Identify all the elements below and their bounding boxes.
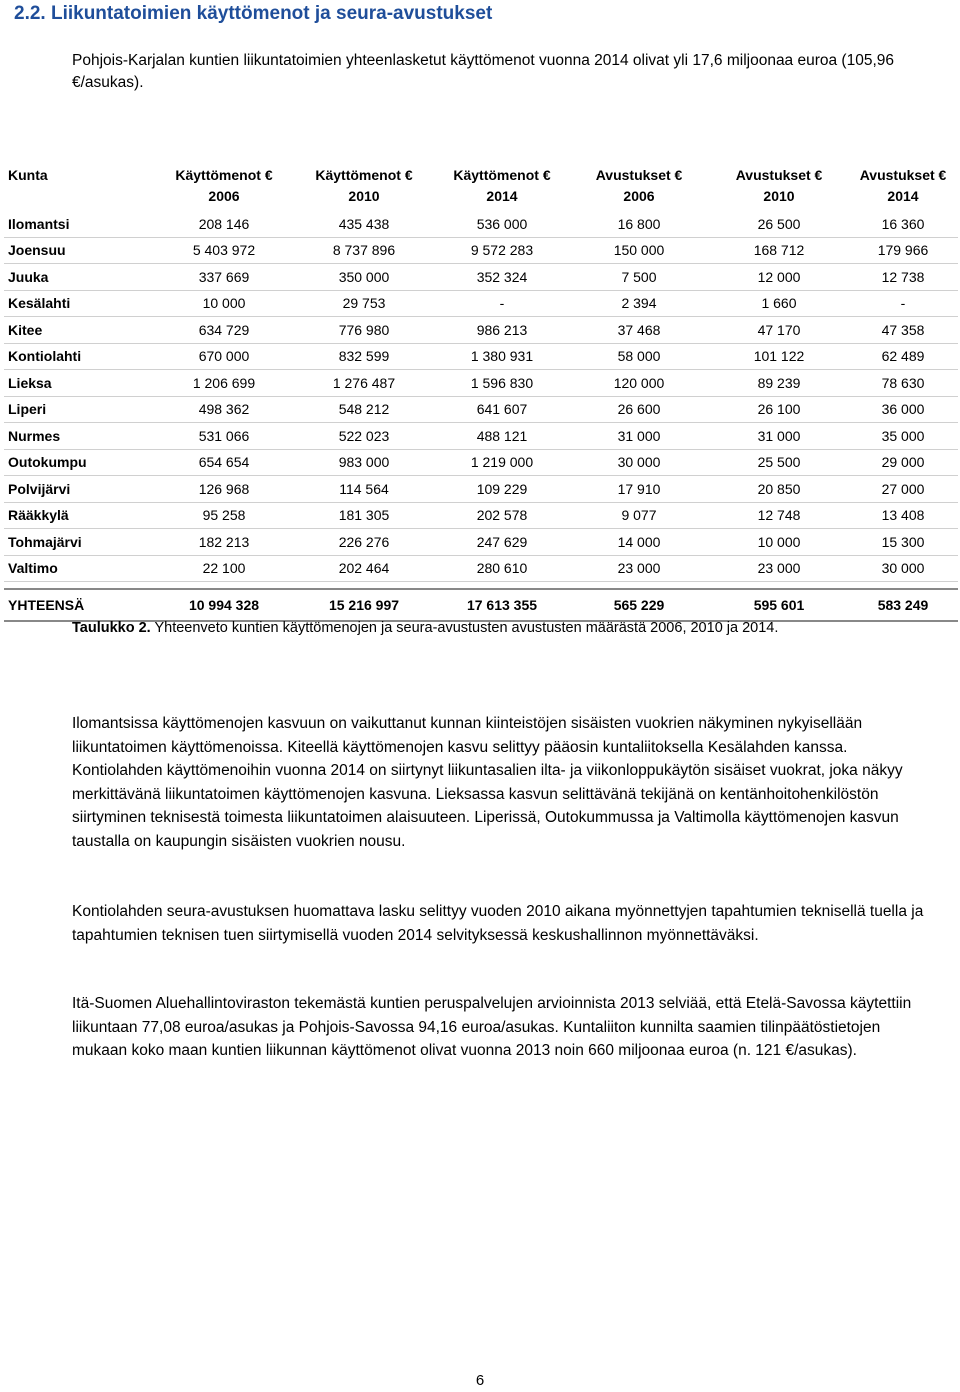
table-cell: 120 000: [568, 370, 710, 397]
table-cell: 62 489: [848, 343, 958, 370]
header-avustukset-2006: Avustukset € 2006: [595, 167, 683, 204]
table-cell: 31 000: [710, 423, 848, 450]
total-cell: 17 613 355: [436, 589, 568, 621]
table-cell: 641 607: [436, 396, 568, 423]
header-kayttomenot-2014: Käyttömenot € 2014: [453, 167, 551, 204]
table-cell: 47 170: [710, 317, 848, 344]
table-cell: 1 660: [710, 290, 848, 317]
paragraph-2: Kontiolahden seura-avustuksen huomattava lasku selittyy vuoden 2010 aikana myönnettyjen tapahtumien teknisellä tuella ja tapahtumien teknisen tuen siirtymisellä vuoden 2014 selvityksessä keskushallinnon myönnettäväksi.: [72, 903, 924, 944]
table-cell: 29 000: [848, 449, 958, 476]
table-cell: 522 023: [292, 423, 436, 450]
table-row: [4, 290, 958, 317]
municipality-name: Juuka: [4, 264, 156, 291]
header-avustukset-2010: Avustukset € 2010: [735, 167, 823, 204]
table-row: [4, 237, 958, 264]
municipality-name: Valtimo: [4, 555, 156, 582]
table-cell: 12 748: [710, 502, 848, 529]
table-cell: 12 000: [710, 264, 848, 291]
total-cell: 10 994 328: [156, 589, 292, 621]
table-cell: 30 000: [848, 555, 958, 582]
table-cell: 670 000: [156, 343, 292, 370]
municipality-name: Kesälahti: [4, 290, 156, 317]
caption-text: Yhteenveto kuntien käyttömenojen ja seura-avustusten avustusten määrästä 2006, 2010 ja 2014.: [150, 620, 779, 636]
paragraph-1: Ilomantsissa käyttömenojen kasvuun on vaikuttanut kunnan kiinteistöjen sisäisten vuokrien näkyminen nykyisellään liikuntatoimen käyttömenoissa. Kiteellä käyttömenojen kasvu selittyy pääosin kuntaliitoksella Kesälahden kanssa. Kontiolahden käyttömenoihin vuonna 2014 on siirtynyt liikuntasalien ilta- ja viikonloppukäytön sisäiset vuokrat, joka näkyy merkittävänä liikuntatoimen käyttömenojen kasvuna. Lieksassa kasvun selittävänä tekijänä on kentänhoitohenkilöstön siirtyminen teknisestä toimesta liikuntatoimen alaisuuteen. Liperissä, Outokummussa ja Valtimolla käyttömenojen kasvun taustalla on kaupungin sisäisten vuokrien nousu.: [72, 715, 903, 850]
municipality-name: Rääkkylä: [4, 502, 156, 529]
table-cell: 548 212: [292, 396, 436, 423]
table-cell: 16 800: [568, 211, 710, 237]
table-cell: 498 362: [156, 396, 292, 423]
table-cell: 1 596 830: [436, 370, 568, 397]
municipality-name: Outokumpu: [4, 449, 156, 476]
table-row: [4, 449, 958, 476]
table-cell: 5 403 972: [156, 237, 292, 264]
municipality-name: Liperi: [4, 396, 156, 423]
intro-paragraph: Pohjois-Karjalan kuntien liikuntatoimien yhteenlasketut käyttömenot vuonna 2014 olivat yli 17,6 miljoonaa euroa (105,96 €/asukas).: [72, 52, 895, 91]
total-cell: 583 249: [848, 589, 958, 621]
table-cell: -: [436, 290, 568, 317]
total-cell: 595 601: [710, 589, 848, 621]
table-cell: 226 276: [292, 529, 436, 556]
table-cell: 27 000: [848, 476, 958, 503]
municipality-name: Kontiolahti: [4, 343, 156, 370]
table-cell: 22 100: [156, 555, 292, 582]
table-cell: 15 300: [848, 529, 958, 556]
table-cell: 202 578: [436, 502, 568, 529]
table-cell: 126 968: [156, 476, 292, 503]
table-caption: [72, 620, 778, 636]
table-cell: 114 564: [292, 476, 436, 503]
table-row: [4, 476, 958, 503]
table-cell: 95 258: [156, 502, 292, 529]
table-cell: 179 966: [848, 237, 958, 264]
municipality-name: Lieksa: [4, 370, 156, 397]
table-cell: -: [848, 290, 958, 317]
table-cell: 89 239: [710, 370, 848, 397]
table-cell: 109 229: [436, 476, 568, 503]
table-cell: 23 000: [710, 555, 848, 582]
table-cell: 10 000: [710, 529, 848, 556]
table-cell: 182 213: [156, 529, 292, 556]
table-cell: 9 572 283: [436, 237, 568, 264]
table-cell: 352 324: [436, 264, 568, 291]
table-cell: 26 500: [710, 211, 848, 237]
table-cell: 181 305: [292, 502, 436, 529]
table-cell: 25 500: [710, 449, 848, 476]
table-cell: 208 146: [156, 211, 292, 237]
table-cell: 337 669: [156, 264, 292, 291]
table-cell: 58 000: [568, 343, 710, 370]
header-kunta: Kunta: [8, 167, 48, 183]
table-cell: 1 206 699: [156, 370, 292, 397]
table-row: [4, 502, 958, 529]
table-cell: 13 408: [848, 502, 958, 529]
table-cell: 2 394: [568, 290, 710, 317]
municipality-name: Tohmajärvi: [4, 529, 156, 556]
table-cell: 7 500: [568, 264, 710, 291]
table-cell: 776 980: [292, 317, 436, 344]
municipality-name: Kitee: [4, 317, 156, 344]
table-cell: 23 000: [568, 555, 710, 582]
municipality-name: Joensuu: [4, 237, 156, 264]
table-cell: 78 630: [848, 370, 958, 397]
table-cell: 654 654: [156, 449, 292, 476]
header-kayttomenot-2010: Käyttömenot € 2010: [315, 167, 413, 204]
table-cell: 37 468: [568, 317, 710, 344]
table-cell: 36 000: [848, 396, 958, 423]
table-cell: 1 380 931: [436, 343, 568, 370]
total-cell: 565 229: [568, 589, 710, 621]
table-cell: 10 000: [156, 290, 292, 317]
municipality-name: Nurmes: [4, 423, 156, 450]
paragraph-3: Itä-Suomen Aluehallintoviraston tekemästä kuntien peruspalvelujen arvioinnista 2013 selviää, että Etelä-Savossa käytettiin liikuntaan 77,08 euroa/asukas ja Pohjois-Savossa 94,16 euroa/asukas. Kuntaliiton kunnilta saamien tilinpäätöstietojen mukaan koko maan kuntien liikunnan käyttömenot olivat vuonna 2013 noin 660 miljoonaa euroa (n. 121 €/asukas).: [72, 995, 912, 1059]
table-cell: 26 100: [710, 396, 848, 423]
table-header-row: [4, 165, 958, 211]
table-cell: 35 000: [848, 423, 958, 450]
table-cell: 14 000: [568, 529, 710, 556]
table-row: [4, 264, 958, 291]
page-number: 6: [475, 1372, 485, 1389]
total-label: YHTEENSÄ: [4, 589, 156, 621]
table-cell: 247 629: [436, 529, 568, 556]
table-row: [4, 555, 958, 582]
table-cell: 435 438: [292, 211, 436, 237]
table-cell: 986 213: [436, 317, 568, 344]
municipality-name: Ilomantsi: [4, 211, 156, 237]
table-row: [4, 423, 958, 450]
table-cell: 8 737 896: [292, 237, 436, 264]
table-cell: 9 077: [568, 502, 710, 529]
section-heading: 2.2. Liikuntatoimien käyttömenot ja seura-avustukset: [14, 3, 493, 24]
table-row: [4, 343, 958, 370]
table-cell: 101 122: [710, 343, 848, 370]
header-avustukset-2014: Avustukset € 2014: [859, 167, 947, 204]
table-row: [4, 396, 958, 423]
total-cell: 15 216 997: [292, 589, 436, 621]
table-spacer: [4, 582, 958, 590]
table-cell: 168 712: [710, 237, 848, 264]
table-cell: 280 610: [436, 555, 568, 582]
caption-label: Taulukko 2.: [72, 620, 151, 636]
table-cell: 47 358: [848, 317, 958, 344]
table-cell: 350 000: [292, 264, 436, 291]
table-cell: 12 738: [848, 264, 958, 291]
table-cell: 983 000: [292, 449, 436, 476]
table-cell: 20 850: [710, 476, 848, 503]
table-cell: 30 000: [568, 449, 710, 476]
table-cell: 16 360: [848, 211, 958, 237]
table-cell: 1 276 487: [292, 370, 436, 397]
municipality-name: Polvijärvi: [4, 476, 156, 503]
table-row: [4, 370, 958, 397]
table-cell: 1 219 000: [436, 449, 568, 476]
table-cell: 29 753: [292, 290, 436, 317]
table-row: [4, 317, 958, 344]
table-cell: 531 066: [156, 423, 292, 450]
expenses-table: [4, 165, 958, 622]
table-cell: 150 000: [568, 237, 710, 264]
table-cell: 634 729: [156, 317, 292, 344]
table-row: [4, 529, 958, 556]
header-kayttomenot-2006: Käyttömenot € 2006: [175, 167, 273, 204]
table-total-row: [4, 589, 958, 621]
table-cell: 31 000: [568, 423, 710, 450]
table-cell: 536 000: [436, 211, 568, 237]
table-cell: 26 600: [568, 396, 710, 423]
table-cell: 488 121: [436, 423, 568, 450]
table-cell: 832 599: [292, 343, 436, 370]
table-row: [4, 211, 958, 237]
table-cell: 17 910: [568, 476, 710, 503]
table-cell: 202 464: [292, 555, 436, 582]
